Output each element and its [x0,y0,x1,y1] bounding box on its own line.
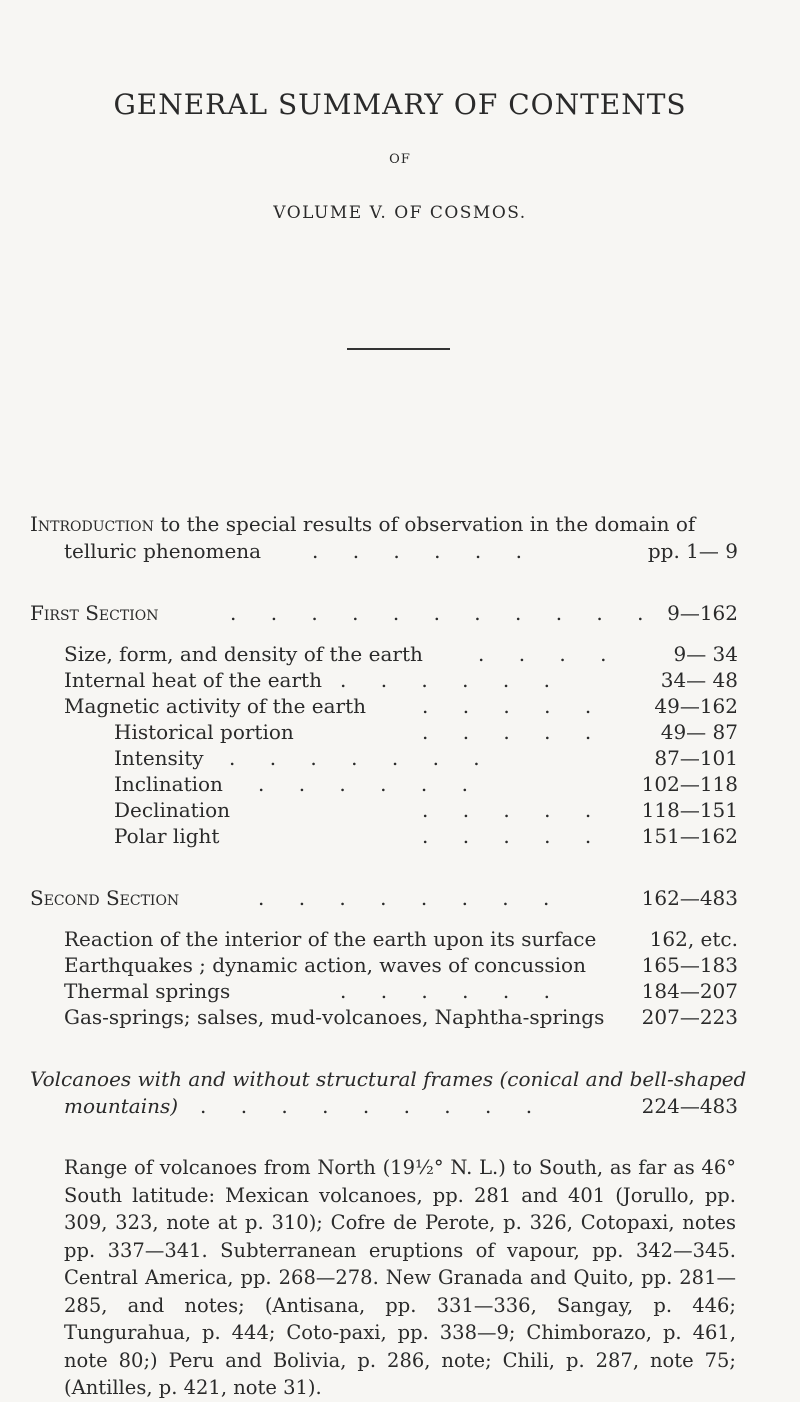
page-title: GENERAL SUMMARY OF CONTENTS [113,88,687,121]
volcanoes-pages: 224—483 [641,1094,738,1118]
toc-subitem: Historical portion [114,720,294,744]
volcanoes-heading-1: Volcanoes with and without structural frames (conical and bell-shaped [30,1067,747,1091]
range-paragraph: Range of volcanoes from North (19½° N. L.) to South, as far as 46° South latitude: Mexican volcanoes, pp. 281 and 401 (Jorullo, pp. 309, 323, note at p. 310); Cofre de Perote, p. 326, Cotopaxi, notes pp. 337—341. Subterranean eruptions of vapour, pp. 342—345. Central America, pp. 268—278. New Granada and Quito, pp. 281—285, and notes; (Antisana, pp. 331—336, Sangay, p. 446; Tungurahua, p. 444; Coto-paxi, pp. 338—9; Chimborazo, p. 461, note 80;) Peru and Bolivia, p. 286, note; Chili, p. 287, note 75; (Antilles, p. 421, note 31). [64,1156,736,1399]
toc-item-dots: . . . . . . . [229,746,494,770]
toc-subitem: Polar light [114,824,220,848]
toc-item: Internal heat of the earth [64,668,322,692]
toc-item-pages: 151—162 [641,824,738,848]
intro-line-1 [30,511,695,537]
first-section-dots: . . . . . . . . . . . [230,601,658,625]
toc-item-dots: . . . . [478,642,621,666]
second-section-pages: 162—483 [641,886,738,910]
toc-item-pages: 207—223 [641,1005,738,1029]
toc-item-pages: 102—118 [641,772,738,796]
intro-pages: pp. 1— 9 [647,539,738,563]
toc-item: Reaction of the interior of the earth upon its surface [64,927,597,951]
toc-item-dots: . . . . . . [258,772,482,796]
second-section-dots: . . . . . . . . [258,886,564,910]
toc-item-dots: . . . . . [422,720,606,744]
toc-item-dots: . . . . . [422,824,606,848]
toc-item-pages: 49—162 [654,694,738,718]
intro-text-1: to the special results of observation in the domain of [153,512,696,536]
intro-text-2: telluric phenomena [64,539,262,563]
toc-subitem: Declination [114,798,231,822]
toc-item-pages: 87—101 [654,746,738,770]
second-section-label: Second Section [30,886,180,910]
toc-item-dots: . . . . . [422,694,606,718]
toc-subitem: Inclination [114,772,223,796]
toc-item-dots: . . . . . . [340,668,564,692]
toc-item: Thermal springs [64,979,231,1003]
toc-item-dots: . . . . . [422,798,606,822]
toc-item-pages: 165—183 [641,953,738,977]
toc-subitem: Intensity [114,746,204,770]
volcanoes-heading-2: mountains) [64,1094,179,1118]
toc-item: Size, form, and density of the earth [64,642,423,666]
toc-item-pages: 162, etc. [649,927,738,951]
toc-item-pages: 184—207 [641,979,738,1003]
intro-leader-dots: . . . . . . [312,539,536,563]
intro-label: Introduction [30,512,154,536]
divider-rule [347,348,450,350]
title-of: OF [389,152,411,167]
intro-line-2 [64,538,261,564]
volume-subtitle: VOLUME V. OF COSMOS. [273,203,527,223]
toc-item-pages: 34— 48 [660,668,738,692]
volcanoes-dots: . . . . . . . . . [200,1094,547,1118]
toc-item: Magnetic activity of the earth [64,694,367,718]
toc-item-pages: 49— 87 [660,720,738,744]
toc-item-dots: . . . . . . [340,979,564,1003]
toc-item-pages: 118—151 [641,798,738,822]
toc-item: Gas-springs; salses, mud-volcanoes, Naphtha-springs [64,1005,605,1029]
first-section-pages: 9—162 [667,601,738,625]
toc-item-pages: 9— 34 [673,642,738,666]
toc-item: Earthquakes ; dynamic action, waves of concussion [64,953,586,977]
first-section-label: First Section [30,601,159,625]
